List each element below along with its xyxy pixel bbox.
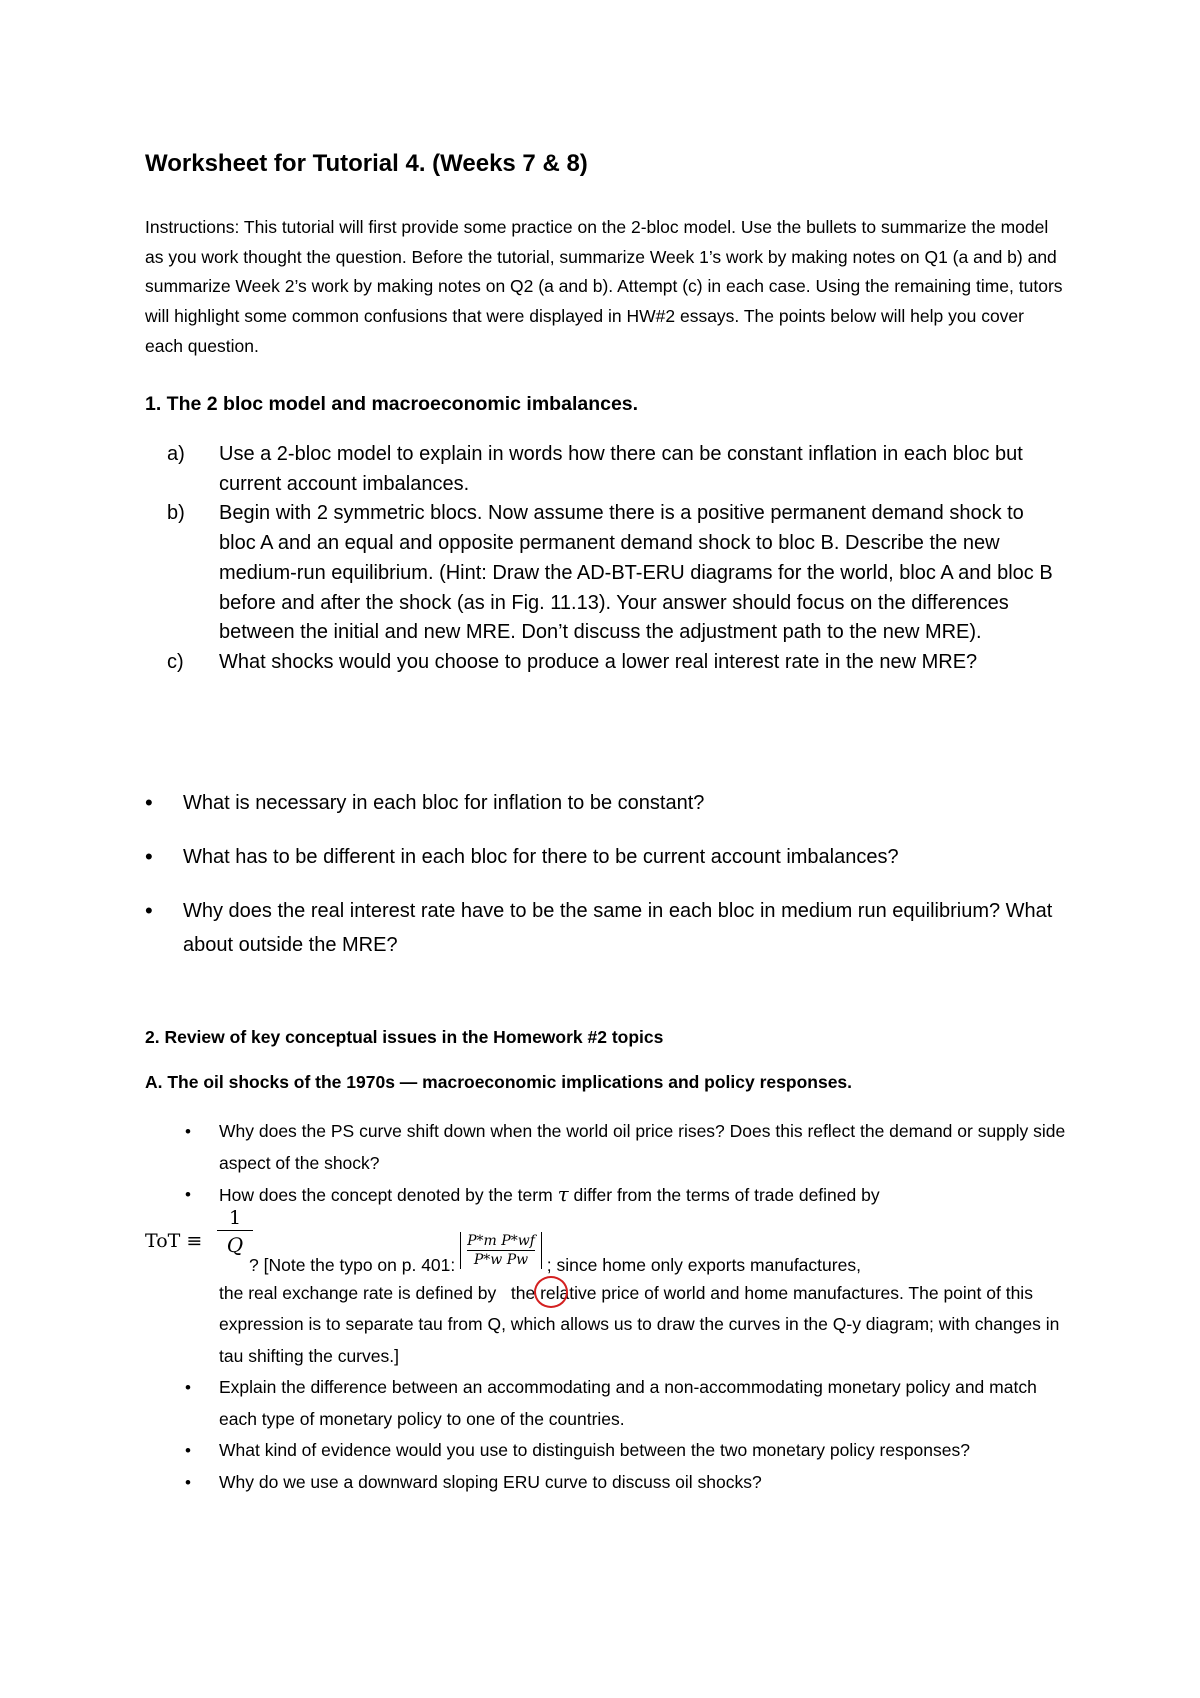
question-1-list [145,440,1065,678]
bullet-text: differ from the terms of trade defined by [573,1185,880,1205]
real-exchange-rate-text [219,1278,1075,1373]
red-circle-annotation [540,1278,596,1310]
item-text: Begin with 2 symmetric blocs. Now assume there is a positive permanent demand shock to bloc A and an equal and opposite permanent demand shock to bloc B. Describe the new medium-run equilibrium. (Hint: Draw the AD-BT-ERU diagrams for the world, bloc A and bloc B before and after the shock (as in Fig. 11.13). Your answer should focus on the differences between the initial and new MRE. Don’t discuss the adjustment path to the new MRE). [219,502,1053,644]
bullet-item [145,1467,1075,1499]
worksheet-title: Worksheet for Tutorial 4. (Weeks 7 & 8) [145,150,588,177]
section-a-bullets [145,1116,1075,1498]
word-the: the [510,1282,536,1303]
typo-note: ? [Note the typo on p. 401: [249,1254,456,1275]
fraction-denominator: Q [226,1232,244,1257]
section-a-heading: A. The oil shocks of the 1970s — macroeconomic implications and policy responses. [145,1072,853,1092]
bullet-item [145,1116,1075,1179]
question-1-item-c [145,648,1065,678]
bullet-text: Why do we use a downward sloping ERU curve to discuss oil shocks? [219,1471,762,1492]
bullet-text: Explain the difference between an accommodating and a non-accommodating monetary policy and match each type of monetary policy to one of the countries. [219,1377,1037,1429]
bullet-icon: • [185,1378,191,1397]
question-1-heading: 1. The 2 bloc model and macroeconomic imbalances. [145,393,639,415]
terms-of-trade-formula [145,1206,1075,1275]
bullet-text: What kind of evidence would you use to distinguish between the two monetary policy responses? [219,1440,970,1460]
bullet-item-tau [145,1179,1075,1372]
tot-label: ToT ≡ [145,1229,203,1252]
line-rest: price of world and home manufactures. The point of this expression is to separate tau from Q, which allows us to draw the curves in the Q-y diagram; with changes in tau shifting the curves.] [219,1282,1060,1366]
fraction-numerator: 1 [217,1206,253,1231]
real-exchange-line: the real exchange rate is defined by [219,1282,497,1303]
item-marker: c) [167,650,184,673]
item-marker: b) [167,502,185,525]
question-1-item-a [145,440,1065,499]
item-text: Use a 2-bloc model to explain in words how there can be constant inflation in each bloc but current account imbalances. [219,443,1023,495]
price-ratio-matrix [460,1232,542,1269]
instructions-paragraph: Instructions: This tutorial will first provide some practice on the 2-bloc model. Use the bullets to summarize the model as you work thought the question. Before the tutorial, summarize Week 1’s work by making notes on Q1 (a and b) and summarize Week 2’s work by making notes on Q2 (a and b). Attempt (c) in each case. Using the remaining time, tutors will highlight some common confusions that were displayed in HW#2 essays. The points below will help you cover each question. [145,217,1063,356]
item-text: What shocks would you choose to produce a lower real interest rate in the new MRE? [219,650,978,673]
bullet-text: Why does the real interest rate have to be the same in each bloc in medium run equilibrium? What about outside the MRE? [183,900,1053,956]
bullet-icon: • [185,1472,191,1492]
tot-fraction [217,1206,253,1259]
bullet-icon: • [145,844,153,869]
tau-symbol: τ [557,1182,569,1206]
question-2-heading: 2. Review of key conceptual issues in the Homework #2 topics [145,1027,664,1047]
word-relative: relative [540,1282,597,1303]
bullet-text: What has to be different in each bloc for there to be current account imbalances? [183,846,899,868]
bullet-text: How does the concept denoted by the term [219,1185,553,1205]
bullet-item [145,894,1065,962]
after-matrix-text: ; since home only exports manufactures, [546,1254,861,1275]
bullet-item [145,840,1065,874]
matrix-bottom: P*w Pw [473,1251,529,1268]
bullet-item [145,786,1065,820]
question-1-item-b [145,499,1065,648]
question-1-bullets [145,786,1065,962]
bullet-text: Why does the PS curve shift down when the world oil price rises? Does this reflect the demand or supply side aspect of the shock? [219,1121,1066,1173]
matrix-top: P*m P*wf [467,1232,535,1249]
bullet-item [145,1372,1075,1435]
bullet-item [145,1435,1075,1467]
bullet-text: What is necessary in each bloc for inflation to be constant? [183,792,705,814]
bullet-icon: • [185,1441,191,1460]
bullet-icon: • [185,1122,191,1141]
bullet-icon: • [185,1185,191,1204]
bullet-icon: • [145,898,153,923]
bullet-icon: • [145,790,153,815]
item-marker: a) [167,443,185,465]
